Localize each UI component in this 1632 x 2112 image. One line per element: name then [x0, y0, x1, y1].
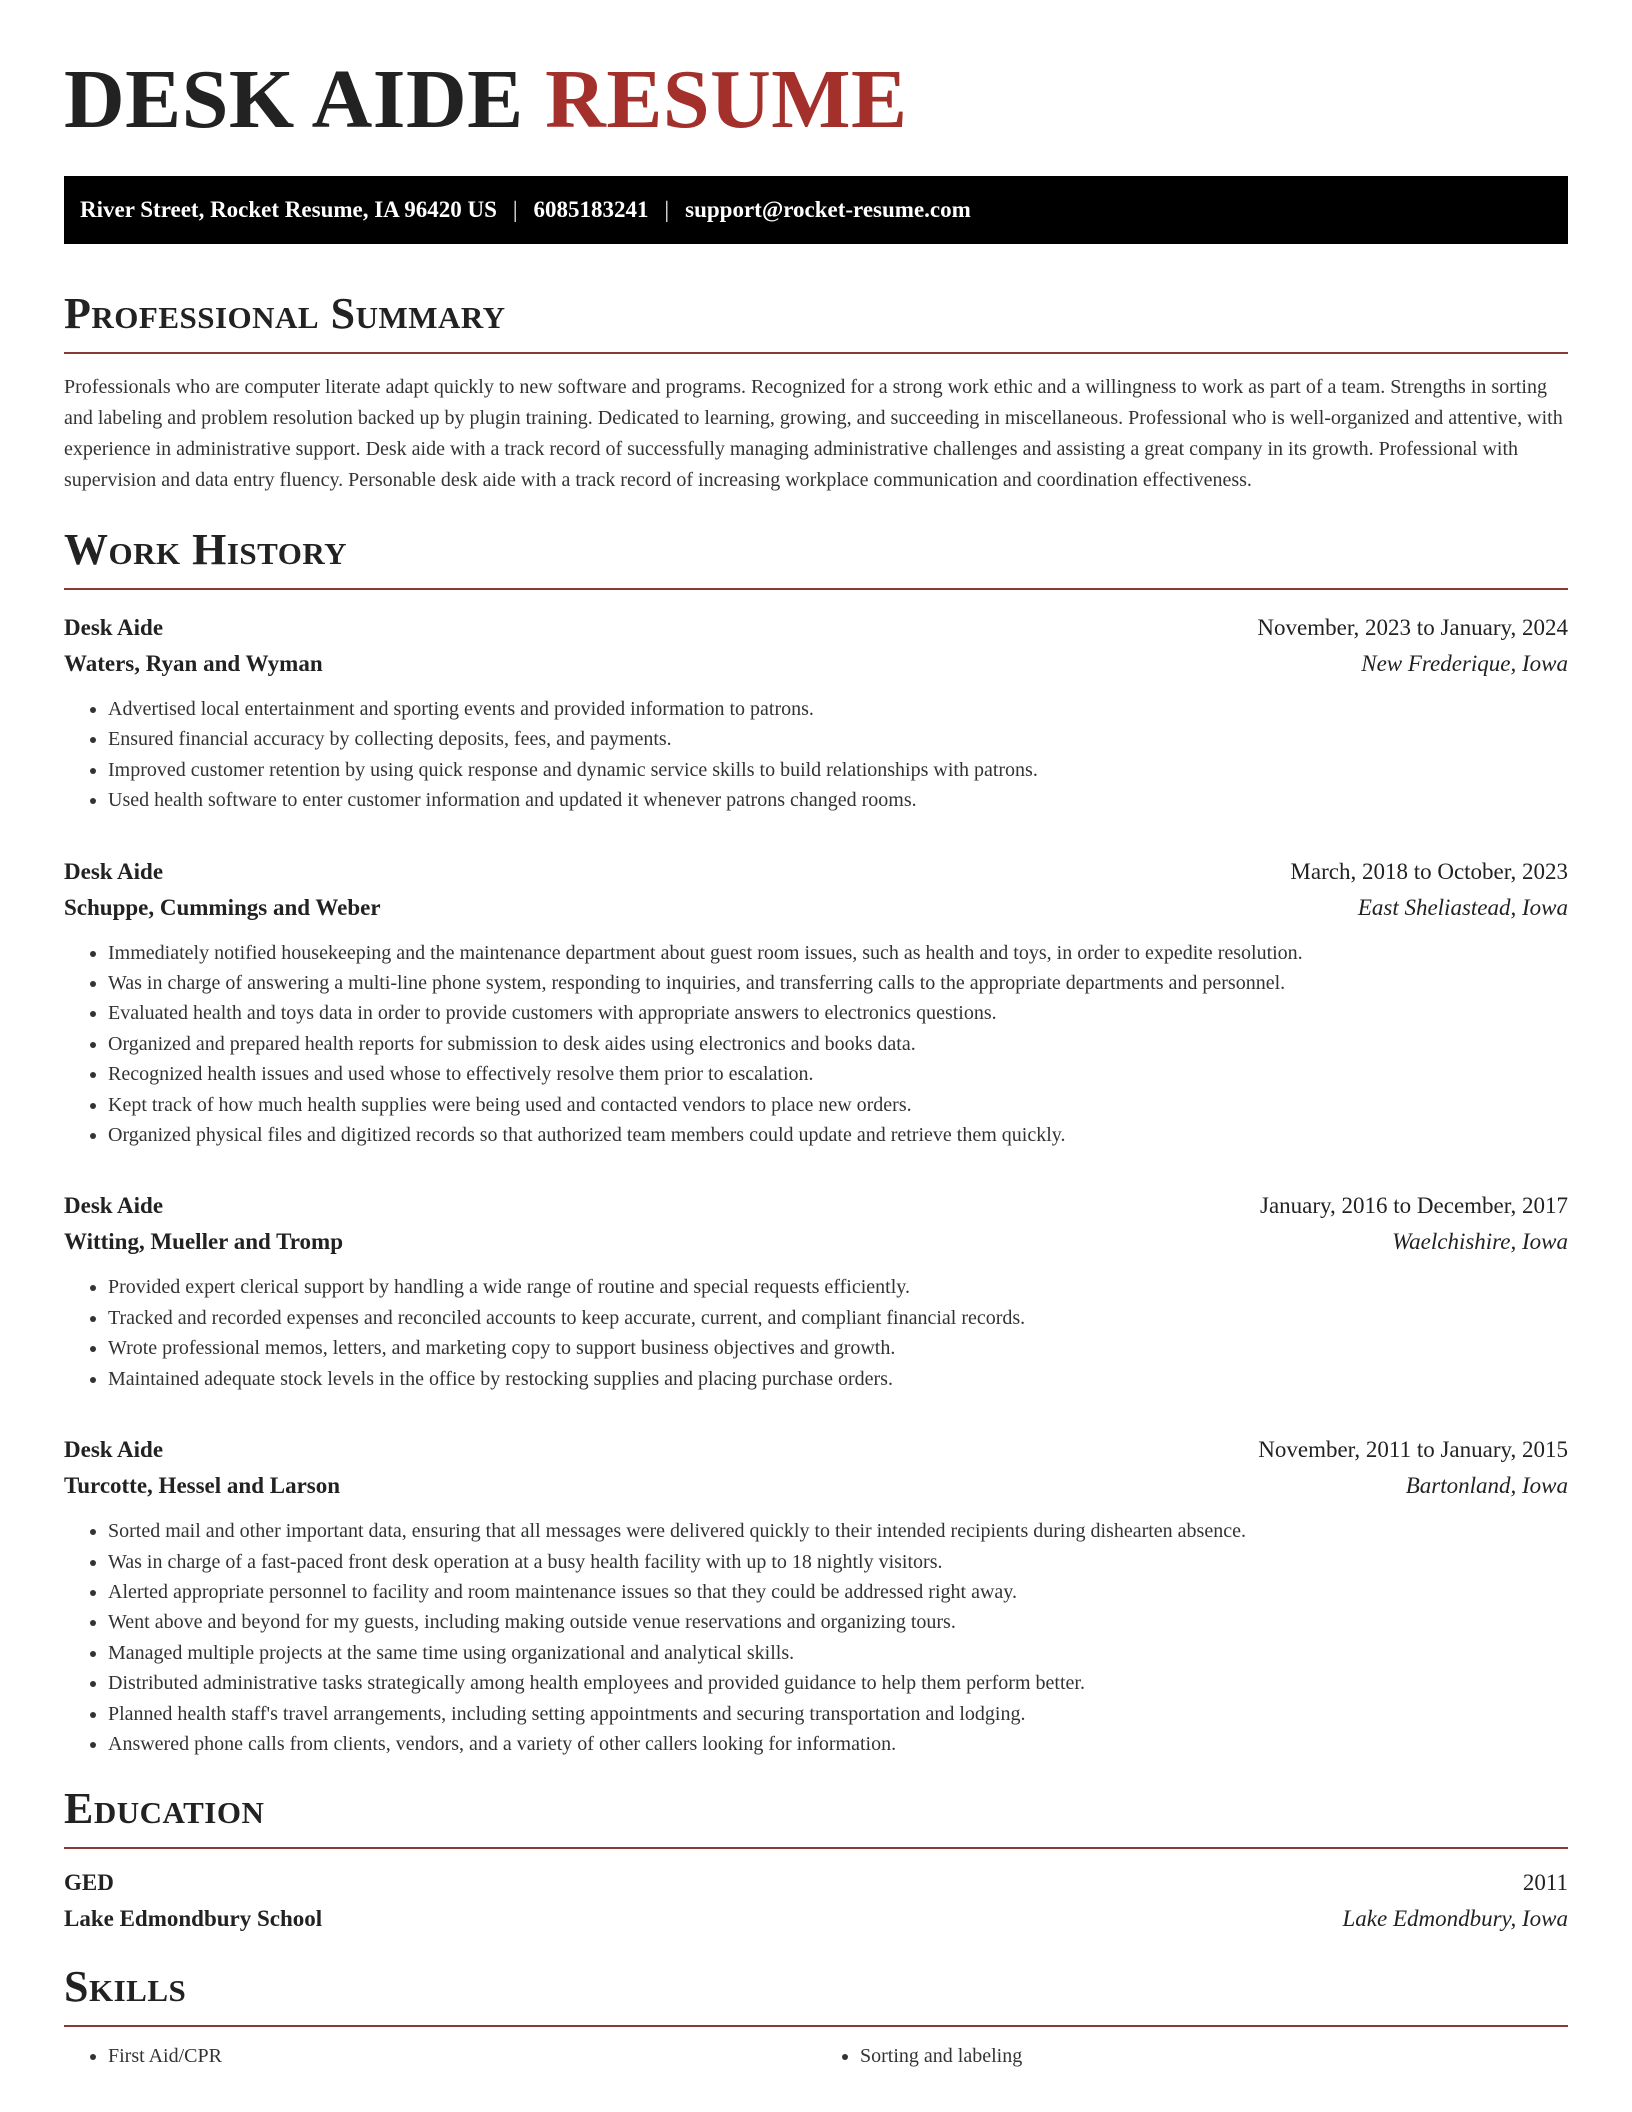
- education-year: 2011: [1522, 1870, 1568, 1896]
- contact-separator: |: [664, 197, 670, 222]
- contact-bar: [64, 176, 1568, 244]
- job-header-row: [64, 1188, 1568, 1224]
- education-school: Lake Edmondbury School: [64, 1906, 323, 1932]
- job-bullet: • Was in charge of a fast-paced front desk operation at a busy health facility with up to 18 nightly visitors.: [108, 1547, 1568, 1577]
- education-entry: [64, 1865, 1568, 1937]
- job-role: Desk Aide: [64, 1193, 164, 1219]
- job-bullet: • Ensured financial accuracy by collecting deposits, fees, and payments.: [108, 724, 1568, 754]
- job-entry: [64, 610, 1568, 816]
- job-company-row: [64, 646, 1568, 682]
- summary-text: Professionals who are computer literate adapt quickly to new software and programs. Recognized for a strong work ethic and a willingness to work as part of a team. Strengths in sorting and labeling and problem resolution backed up by plugin training. Dedicated to learning, growing, and succeeding in miscellaneous. Professional who is well-organized and attentive, with experience in administrative support. Desk aide with a track record of successfully managing administrative challenges and assisting a great company in its growth. Professional with supervision and data entry fluency. Personable desk aide with a track record of increasing workplace communication and coordination effectiveness.: [64, 376, 1563, 491]
- job-role: Desk Aide: [64, 1437, 164, 1463]
- job-header-row: [64, 1432, 1568, 1468]
- job-location: Bartonland, Iowa: [1405, 1473, 1568, 1499]
- skill-item: • First Aid/CPR: [108, 2041, 816, 2071]
- job-company: Waters, Ryan and Wyman: [64, 651, 323, 676]
- job-bullet: • Maintained adequate stock levels in the office by restocking supplies and placing purchase orders.: [108, 1364, 1568, 1394]
- job-location: New Frederique, Iowa: [1361, 651, 1568, 676]
- job-company: Schuppe, Cummings and Weber: [64, 894, 381, 920]
- education-section: [64, 1784, 1568, 1937]
- section-divider: [64, 2025, 1568, 2027]
- job-bullet: • Alerted appropriate personnel to facility and room maintenance issues so that they could be addressed right away.: [108, 1577, 1568, 1607]
- job-bullet: • Planned health staff's travel arrangements, including setting appointments and securing transportation and lodging.: [108, 1699, 1568, 1729]
- education-degree: GED: [64, 1870, 114, 1896]
- job-bullet: • Advertised local entertainment and sporting events and provided information to patrons.: [108, 694, 1568, 724]
- section-divider: [64, 352, 1568, 354]
- job-bullet: • Kept track of how much health supplies were being used and contacted vendors to place new orders.: [108, 1090, 1568, 1120]
- job-dates: November, 2011 to January, 2015: [1258, 1437, 1568, 1463]
- job-entry: [64, 854, 1568, 1151]
- job-bullet: • Organized physical files and digitized records so that authorized team members could update and retrieve them quickly.: [108, 1120, 1568, 1150]
- job-dates: January, 2016 to December, 2017: [1260, 1193, 1568, 1219]
- education-location: Lake Edmondbury, Iowa: [1342, 1906, 1568, 1932]
- job-bullet: • Improved customer retention by using quick response and dynamic service skills to build relationships with patrons.: [108, 755, 1568, 785]
- job-bullet: • Used health software to enter customer information and updated it whenever patrons changed rooms.: [108, 785, 1568, 815]
- job-bullet: • Provided expert clerical support by handling a wide range of routine and special requests efficiently.: [108, 1272, 1568, 1302]
- skills-column-right: [816, 2041, 1568, 2071]
- work-history-section: [64, 525, 1568, 1759]
- job-company-row: [64, 1224, 1568, 1260]
- job-bullets: [64, 694, 1568, 816]
- job-role: Desk Aide: [64, 615, 164, 640]
- job-bullet: • Wrote professional memos, letters, and marketing copy to support business objectives and growth.: [108, 1333, 1568, 1363]
- contact-separator: |: [512, 197, 518, 222]
- contact-phone: 6085183241: [533, 197, 649, 222]
- job-bullet: • Evaluated health and toys data in order to provide customers with appropriate answers to electronics questions.: [108, 998, 1568, 1028]
- contact-email: support@rocket-resume.com: [685, 197, 971, 222]
- job-entry: [64, 1432, 1568, 1759]
- job-location: East Sheliastead, Iowa: [1357, 894, 1568, 920]
- job-bullet: • Recognized health issues and used whose to effectively resolve them prior to escalation.: [108, 1059, 1568, 1089]
- job-bullet: • Was in charge of answering a multi-line phone system, responding to inquiries, and transferring calls to the appropriate departments and personnel.: [108, 968, 1568, 998]
- job-bullet: • Sorted mail and other important data, ensuring that all messages were delivered quickly to their intended recipients during dishearten absence.: [108, 1516, 1568, 1546]
- job-bullet: • Organized and prepared health reports for submission to desk aides using electronics and books data.: [108, 1029, 1568, 1059]
- skills-column-left: [64, 2041, 816, 2071]
- job-dates: March, 2018 to October, 2023: [1290, 858, 1568, 884]
- section-title-work-history: Work History: [64, 525, 348, 574]
- resume-title: [64, 0, 1568, 146]
- skills-section: [64, 1962, 1568, 2071]
- section-title-skills: Skills: [64, 1962, 187, 2012]
- job-company-row: [64, 1468, 1568, 1504]
- section-divider: [64, 588, 1568, 590]
- job-bullets: [64, 938, 1568, 1151]
- job-bullets: [64, 1516, 1568, 1759]
- education-school-row: [64, 1901, 1568, 1937]
- resume-title-accent: RESUME: [545, 53, 908, 146]
- job-company: Turcotte, Hessel and Larson: [64, 1473, 341, 1499]
- section-divider: [64, 1847, 1568, 1849]
- job-bullet: • Answered phone calls from clients, vendors, and a variety of other callers looking for information.: [108, 1729, 1568, 1759]
- job-dates: November, 2023 to January, 2024: [1257, 615, 1568, 640]
- job-bullets: [64, 1272, 1568, 1394]
- skills-columns: [64, 2041, 1568, 2071]
- job-entry: [64, 1188, 1568, 1394]
- job-role: Desk Aide: [64, 858, 164, 884]
- resume-title-main: DESK AIDE: [64, 53, 524, 146]
- section-title-education: Education: [64, 1784, 265, 1834]
- job-bullet: • Distributed administrative tasks strategically among health employees and provided guidance to help them perform better.: [108, 1668, 1568, 1698]
- job-header-row: [64, 610, 1568, 646]
- job-bullet: • Tracked and recorded expenses and reconciled accounts to keep accurate, current, and compliant financial records.: [108, 1303, 1568, 1333]
- contact-address: River Street, Rocket Resume, IA 96420 US: [80, 197, 497, 222]
- section-title-summary: Professional Summary: [64, 289, 506, 338]
- job-header-row: [64, 854, 1568, 890]
- education-degree-row: [64, 1865, 1568, 1901]
- summary-section: [64, 289, 1568, 496]
- job-company: Witting, Mueller and Tromp: [64, 1229, 344, 1255]
- job-bullet: • Immediately notified housekeeping and the maintenance department about guest room issues, such as health and toys, in order to expedite resolution.: [108, 938, 1568, 968]
- job-bullet: • Went above and beyond for my guests, including making outside venue reservations and organizing tours.: [108, 1607, 1568, 1637]
- skill-item: • Sorting and labeling: [860, 2041, 1568, 2071]
- job-company-row: [64, 890, 1568, 926]
- job-bullet: • Managed multiple projects at the same time using organizational and analytical skills.: [108, 1638, 1568, 1668]
- job-location: Waelchishire, Iowa: [1392, 1229, 1568, 1255]
